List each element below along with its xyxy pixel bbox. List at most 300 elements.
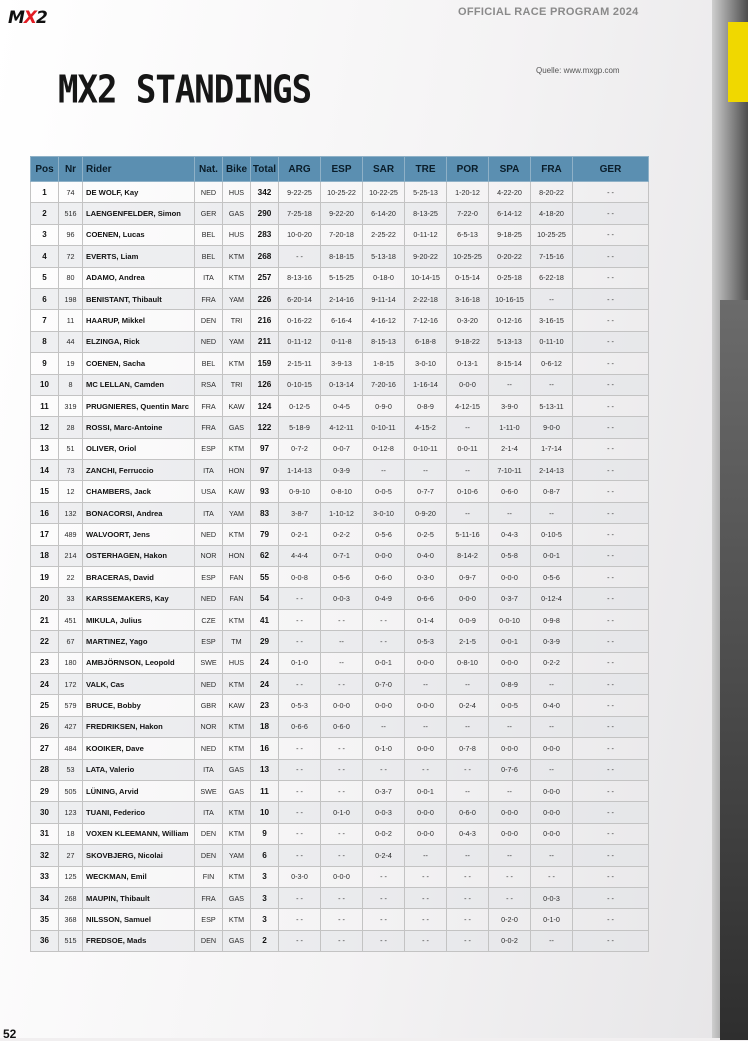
cell-fra: 0-1-0	[531, 909, 573, 930]
cell-rider: LATA, Valerio	[83, 759, 195, 780]
cell-nat: DEN	[195, 930, 223, 951]
cell-bike: GAS	[223, 759, 251, 780]
cell-esp: 3-9-13	[321, 353, 363, 374]
cell-rider: MARTINEZ, Yago	[83, 631, 195, 652]
cell-nr: 579	[59, 695, 83, 716]
cell-pos: 14	[31, 460, 59, 481]
cell-sar: 0-0-5	[363, 481, 405, 502]
cell-pos: 8	[31, 331, 59, 352]
cell-esp: - -	[321, 609, 363, 630]
cell-fra: --	[531, 288, 573, 309]
cell-nr: 515	[59, 930, 83, 951]
cell-nat: DEN	[195, 823, 223, 844]
cell-esp: 0-5-6	[321, 567, 363, 588]
cell-ger: - -	[573, 502, 649, 523]
cell-nat: NED	[195, 524, 223, 545]
cell-ger: - -	[573, 182, 649, 203]
cell-esp: 0-13-14	[321, 374, 363, 395]
cell-pos: 29	[31, 780, 59, 801]
table-row	[31, 909, 649, 930]
cell-nr: 73	[59, 460, 83, 481]
cell-pos: 1	[31, 182, 59, 203]
cell-total: 290	[251, 203, 279, 224]
cell-esp: - -	[321, 887, 363, 908]
cell-por: 0-9-7	[447, 567, 489, 588]
column-header-pos: Pos	[31, 157, 59, 182]
cell-nat: NOR	[195, 545, 223, 566]
cell-pos: 18	[31, 545, 59, 566]
cell-total: 268	[251, 246, 279, 267]
cell-bike: FAN	[223, 588, 251, 609]
cell-pos: 32	[31, 845, 59, 866]
cell-fra: 0-6-12	[531, 353, 573, 374]
cell-ger: - -	[573, 866, 649, 887]
cell-por: 0-8-10	[447, 652, 489, 673]
cell-esp: - -	[321, 738, 363, 759]
cell-sar: 0-0-3	[363, 802, 405, 823]
cell-nat: ITA	[195, 267, 223, 288]
table-row	[31, 695, 649, 716]
cell-arg: 2-15-11	[279, 353, 321, 374]
cell-tre: 0-7-7	[405, 481, 447, 502]
cell-sar: - -	[363, 866, 405, 887]
table-row	[31, 759, 649, 780]
cell-tre: 0-0-1	[405, 780, 447, 801]
cell-pos: 4	[31, 246, 59, 267]
cell-bike: KTM	[223, 524, 251, 545]
cell-nr: 53	[59, 759, 83, 780]
cell-por: --	[447, 673, 489, 694]
cell-spa: 0-8-9	[489, 673, 531, 694]
cell-tre: 0-0-0	[405, 695, 447, 716]
cell-arg: - -	[279, 759, 321, 780]
cell-nr: 214	[59, 545, 83, 566]
cell-ger: - -	[573, 695, 649, 716]
cell-nat: SWE	[195, 652, 223, 673]
standings-body	[31, 182, 649, 952]
cell-total: 257	[251, 267, 279, 288]
cell-sar: - -	[363, 631, 405, 652]
cell-esp: 0-1-0	[321, 802, 363, 823]
cell-total: 97	[251, 438, 279, 459]
table-row	[31, 182, 649, 203]
table-row	[31, 502, 649, 523]
cell-tre: 5-25-13	[405, 182, 447, 203]
cell-spa: 0-0-0	[489, 823, 531, 844]
cell-por: 5-11-16	[447, 524, 489, 545]
cell-total: 83	[251, 502, 279, 523]
table-row	[31, 887, 649, 908]
cell-spa: 4-22-20	[489, 182, 531, 203]
cell-nat: ESP	[195, 438, 223, 459]
cell-nr: 319	[59, 395, 83, 416]
table-row	[31, 417, 649, 438]
cell-tre: 0-3-0	[405, 567, 447, 588]
table-row	[31, 288, 649, 309]
cell-spa: --	[489, 374, 531, 395]
cell-ger: - -	[573, 203, 649, 224]
cell-bike: TRI	[223, 374, 251, 395]
cell-total: 24	[251, 652, 279, 673]
cell-ger: - -	[573, 481, 649, 502]
cell-pos: 33	[31, 866, 59, 887]
cell-nat: FRA	[195, 288, 223, 309]
table-row	[31, 780, 649, 801]
cell-total: 23	[251, 695, 279, 716]
cell-nat: FIN	[195, 866, 223, 887]
cell-nat: BEL	[195, 353, 223, 374]
cell-pos: 28	[31, 759, 59, 780]
table-row	[31, 353, 649, 374]
cell-ger: - -	[573, 802, 649, 823]
cell-nat: ITA	[195, 759, 223, 780]
cell-fra: --	[531, 502, 573, 523]
cell-por: 0-2-4	[447, 695, 489, 716]
cell-bike: TM	[223, 631, 251, 652]
cell-por: 3-16-18	[447, 288, 489, 309]
cell-arg: - -	[279, 887, 321, 908]
cell-nat: USA	[195, 481, 223, 502]
cell-sar: 0-12-8	[363, 438, 405, 459]
cell-bike: GAS	[223, 930, 251, 951]
cell-total: 283	[251, 224, 279, 245]
cell-sar: 9-11-14	[363, 288, 405, 309]
cell-nr: 123	[59, 802, 83, 823]
cell-rider: ROSSI, Marc-Antoine	[83, 417, 195, 438]
cell-pos: 5	[31, 267, 59, 288]
cell-ger: - -	[573, 567, 649, 588]
cell-nr: 368	[59, 909, 83, 930]
cell-rider: LAENGENFELDER, Simon	[83, 203, 195, 224]
cell-bike: GAS	[223, 887, 251, 908]
cell-arg: - -	[279, 609, 321, 630]
cell-sar: --	[363, 716, 405, 737]
cell-nr: 505	[59, 780, 83, 801]
cell-fra: 1-7-14	[531, 438, 573, 459]
cell-por: 0-0-9	[447, 609, 489, 630]
cell-por: 0-15-14	[447, 267, 489, 288]
cell-tre: 0-2-5	[405, 524, 447, 545]
cell-nr: 74	[59, 182, 83, 203]
cell-por: 1-20-12	[447, 182, 489, 203]
cell-fra: 3-16-15	[531, 310, 573, 331]
cell-rider: COENEN, Sacha	[83, 353, 195, 374]
cell-bike: TRI	[223, 310, 251, 331]
mx2-logo: MX2	[8, 8, 47, 28]
next-page-yellow-block	[728, 22, 748, 102]
cell-total: 3	[251, 866, 279, 887]
cell-bike: GAS	[223, 203, 251, 224]
cell-sar: 10-22-25	[363, 182, 405, 203]
cell-por: --	[447, 716, 489, 737]
cell-sar: 0-9-0	[363, 395, 405, 416]
cell-total: 9	[251, 823, 279, 844]
cell-nat: NED	[195, 331, 223, 352]
cell-esp: 5-15-25	[321, 267, 363, 288]
table-row	[31, 545, 649, 566]
cell-total: 342	[251, 182, 279, 203]
cell-pos: 27	[31, 738, 59, 759]
cell-rider: BENISTANT, Thibault	[83, 288, 195, 309]
cell-ger: - -	[573, 823, 649, 844]
cell-rider: MC LELLAN, Camden	[83, 374, 195, 395]
cell-total: 54	[251, 588, 279, 609]
cell-esp: 0-0-3	[321, 588, 363, 609]
cell-rider: AMBJÖRNSON, Leopold	[83, 652, 195, 673]
cell-pos: 19	[31, 567, 59, 588]
column-header-spa: SPA	[489, 157, 531, 182]
cell-nat: NED	[195, 738, 223, 759]
column-header-fra: FRA	[531, 157, 573, 182]
cell-nr: 132	[59, 502, 83, 523]
cell-por: 0-4-3	[447, 823, 489, 844]
cell-tre: 10-14-15	[405, 267, 447, 288]
cell-arg: - -	[279, 802, 321, 823]
table-row	[31, 310, 649, 331]
cell-bike: KAW	[223, 395, 251, 416]
cell-nr: 125	[59, 866, 83, 887]
cell-spa: 0-2-0	[489, 909, 531, 930]
cell-fra: 0-0-3	[531, 887, 573, 908]
cell-tre: 8-13-25	[405, 203, 447, 224]
cell-fra: 7-15-16	[531, 246, 573, 267]
cell-nat: NED	[195, 588, 223, 609]
table-row	[31, 395, 649, 416]
cell-spa: 0-6-0	[489, 481, 531, 502]
cell-por: 0-6-0	[447, 802, 489, 823]
cell-fra: --	[531, 374, 573, 395]
cell-ger: - -	[573, 460, 649, 481]
cell-nr: 22	[59, 567, 83, 588]
cell-rider: WECKMAN, Emil	[83, 866, 195, 887]
cell-esp: - -	[321, 930, 363, 951]
cell-sar: 5-13-18	[363, 246, 405, 267]
cell-ger: - -	[573, 353, 649, 374]
cell-tre: 6-18-8	[405, 331, 447, 352]
cell-ger: - -	[573, 224, 649, 245]
cell-rider: LÜNING, Arvid	[83, 780, 195, 801]
cell-ger: - -	[573, 609, 649, 630]
cell-nat: FRA	[195, 887, 223, 908]
cell-nat: ESP	[195, 567, 223, 588]
program-header: OFFICIAL RACE PROGRAM 2024	[458, 6, 639, 18]
cell-sar: - -	[363, 909, 405, 930]
cell-sar: 0-4-9	[363, 588, 405, 609]
cell-tre: 0-4-0	[405, 545, 447, 566]
cell-por: 8-14-2	[447, 545, 489, 566]
cell-total: 97	[251, 460, 279, 481]
cell-spa: - -	[489, 866, 531, 887]
cell-nat: BEL	[195, 246, 223, 267]
cell-ger: - -	[573, 780, 649, 801]
cell-nat: RSA	[195, 374, 223, 395]
cell-total: 3	[251, 909, 279, 930]
column-header-nr: Nr	[59, 157, 83, 182]
cell-nat: SWE	[195, 780, 223, 801]
cell-pos: 24	[31, 673, 59, 694]
cell-rider: ADAMO, Andrea	[83, 267, 195, 288]
cell-total: 79	[251, 524, 279, 545]
cell-nr: 33	[59, 588, 83, 609]
cell-total: 24	[251, 673, 279, 694]
cell-pos: 2	[31, 203, 59, 224]
cell-spa: - -	[489, 887, 531, 908]
cell-esp: 0-0-0	[321, 866, 363, 887]
cell-sar: 0-1-0	[363, 738, 405, 759]
cell-spa: 0-0-1	[489, 631, 531, 652]
cell-nat: NED	[195, 182, 223, 203]
cell-pos: 7	[31, 310, 59, 331]
cell-sar: - -	[363, 930, 405, 951]
cell-pos: 10	[31, 374, 59, 395]
cell-tre: 0-5-3	[405, 631, 447, 652]
cell-tre: --	[405, 673, 447, 694]
cell-fra: - -	[531, 866, 573, 887]
cell-bike: KTM	[223, 609, 251, 630]
cell-sar: 0-0-2	[363, 823, 405, 844]
cell-fra: 4-18-20	[531, 203, 573, 224]
cell-pos: 23	[31, 652, 59, 673]
cell-total: 159	[251, 353, 279, 374]
cell-pos: 26	[31, 716, 59, 737]
cell-ger: - -	[573, 438, 649, 459]
cell-spa: 7-10-11	[489, 460, 531, 481]
cell-ger: - -	[573, 395, 649, 416]
cell-nat: GER	[195, 203, 223, 224]
cell-total: 62	[251, 545, 279, 566]
cell-esp: - -	[321, 823, 363, 844]
cell-spa: 0-0-0	[489, 802, 531, 823]
cell-pos: 3	[31, 224, 59, 245]
cell-bike: KTM	[223, 738, 251, 759]
cell-total: 13	[251, 759, 279, 780]
cell-total: 16	[251, 738, 279, 759]
cell-nat: CZE	[195, 609, 223, 630]
cell-arg: 6-20-14	[279, 288, 321, 309]
cell-nr: 18	[59, 823, 83, 844]
cell-sar: 0-6-0	[363, 567, 405, 588]
cell-nat: NOR	[195, 716, 223, 737]
cell-por: 10-25-25	[447, 246, 489, 267]
cell-tre: 0-0-0	[405, 802, 447, 823]
cell-esp: 0-8-10	[321, 481, 363, 502]
cell-sar: 1-8-15	[363, 353, 405, 374]
cell-rider: DE WOLF, Kay	[83, 182, 195, 203]
cell-rider: FREDSOE, Mads	[83, 930, 195, 951]
cell-total: 6	[251, 845, 279, 866]
cell-fra: 0-0-0	[531, 780, 573, 801]
cell-ger: - -	[573, 331, 649, 352]
cell-spa: 0-12-16	[489, 310, 531, 331]
column-header-arg: ARG	[279, 157, 321, 182]
cell-esp: 0-11-8	[321, 331, 363, 352]
cell-tre: 0-1-4	[405, 609, 447, 630]
cell-nat: DEN	[195, 845, 223, 866]
table-row	[31, 930, 649, 951]
column-header-por: POR	[447, 157, 489, 182]
cell-bike: YAM	[223, 502, 251, 523]
cell-esp: - -	[321, 909, 363, 930]
cell-esp: 2-14-16	[321, 288, 363, 309]
cell-nat: NED	[195, 673, 223, 694]
cell-ger: - -	[573, 588, 649, 609]
cell-spa: 3-9-0	[489, 395, 531, 416]
cell-esp: --	[321, 631, 363, 652]
cell-por: 0-7-8	[447, 738, 489, 759]
cell-tre: 3-0-10	[405, 353, 447, 374]
cell-fra: 0-9-8	[531, 609, 573, 630]
cell-spa: 0-20-22	[489, 246, 531, 267]
cell-total: 216	[251, 310, 279, 331]
cell-bike: KTM	[223, 353, 251, 374]
cell-nr: 172	[59, 673, 83, 694]
cell-fra: 0-10-5	[531, 524, 573, 545]
cell-por: 4-12-15	[447, 395, 489, 416]
cell-pos: 9	[31, 353, 59, 374]
cell-por: - -	[447, 866, 489, 887]
cell-bike: KTM	[223, 823, 251, 844]
table-row	[31, 224, 649, 245]
cell-rider: TUANI, Federico	[83, 802, 195, 823]
standings-table	[30, 156, 649, 952]
cell-nr: 268	[59, 887, 83, 908]
cell-nr: 72	[59, 246, 83, 267]
table-row	[31, 738, 649, 759]
cell-spa: 6-14-12	[489, 203, 531, 224]
column-header-ger: GER	[573, 157, 649, 182]
cell-esp: 6-16-4	[321, 310, 363, 331]
cell-arg: - -	[279, 780, 321, 801]
cell-total: 41	[251, 609, 279, 630]
cell-fra: 0-0-0	[531, 738, 573, 759]
cell-sar: --	[363, 460, 405, 481]
cell-rider: WALVOORT, Jens	[83, 524, 195, 545]
cell-sar: 0-0-1	[363, 652, 405, 673]
cell-bike: YAM	[223, 845, 251, 866]
cell-ger: - -	[573, 759, 649, 780]
cell-tre: 0-0-0	[405, 823, 447, 844]
cell-esp: 10-25-22	[321, 182, 363, 203]
cell-bike: YAM	[223, 331, 251, 352]
cell-nat: FRA	[195, 395, 223, 416]
cell-nr: 51	[59, 438, 83, 459]
table-row	[31, 460, 649, 481]
cell-tre: - -	[405, 887, 447, 908]
standings-header-row	[31, 157, 649, 182]
cell-por: 0-10-6	[447, 481, 489, 502]
column-header-esp: ESP	[321, 157, 363, 182]
cell-nat: DEN	[195, 310, 223, 331]
cell-pos: 20	[31, 588, 59, 609]
cell-tre: 9-20-22	[405, 246, 447, 267]
table-row	[31, 374, 649, 395]
cell-ger: - -	[573, 524, 649, 545]
cell-ger: - -	[573, 246, 649, 267]
cell-fra: 8-20-22	[531, 182, 573, 203]
cell-fra: 0-0-0	[531, 823, 573, 844]
cell-nat: ITA	[195, 502, 223, 523]
cell-nr: 427	[59, 716, 83, 737]
cell-rider: BRACERAS, David	[83, 567, 195, 588]
cell-bike: KAW	[223, 695, 251, 716]
cell-spa: 0-25-18	[489, 267, 531, 288]
cell-fra: 0-11-10	[531, 331, 573, 352]
cell-pos: 34	[31, 887, 59, 908]
cell-arg: 0-7-2	[279, 438, 321, 459]
cell-fra: --	[531, 673, 573, 694]
table-row	[31, 802, 649, 823]
cell-esp: 7-20-18	[321, 224, 363, 245]
